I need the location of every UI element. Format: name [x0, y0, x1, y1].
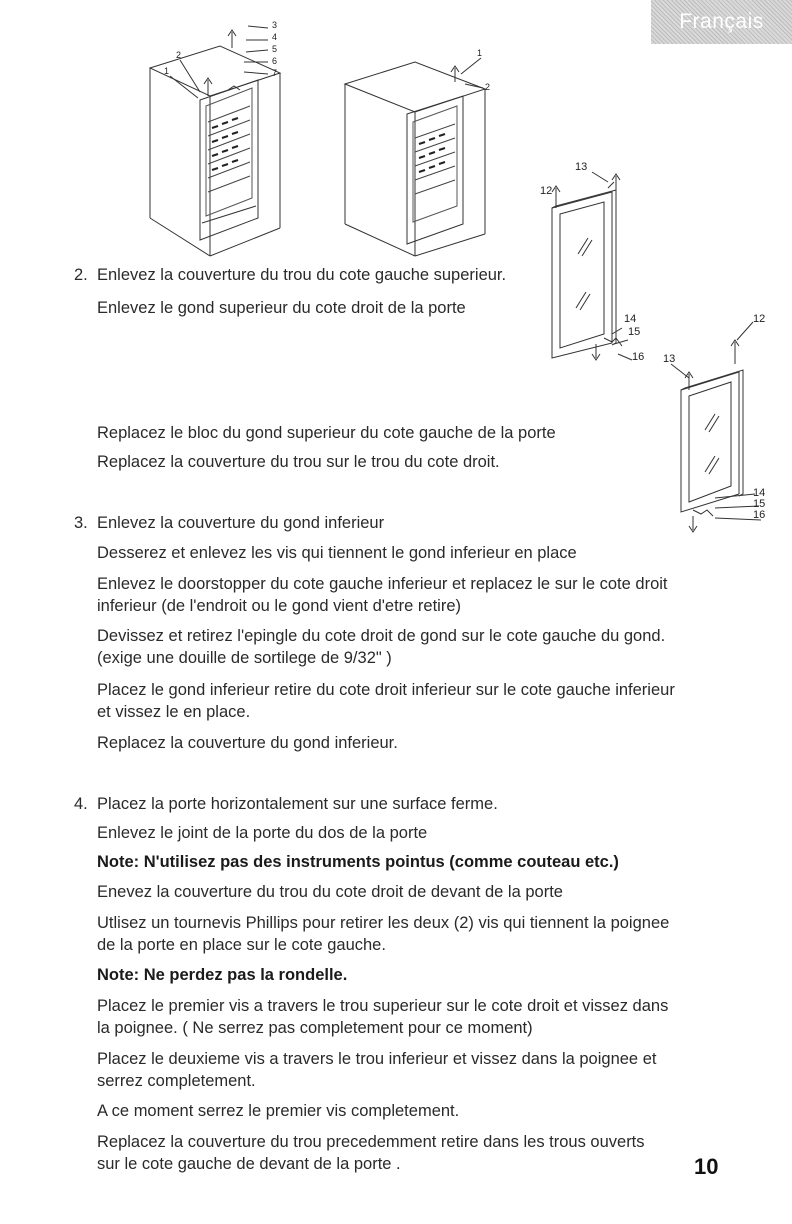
callout-2: 2	[485, 82, 491, 92]
callout-13: 13	[575, 161, 588, 173]
callout-1: 1	[477, 48, 483, 58]
step-3-line-5: Devissez et retirez l'epingle du cote droit de gond sur le cote gauche du gond.	[97, 627, 666, 645]
note-washer: Note: Ne perdez pas la rondelle.	[97, 966, 348, 984]
step-2-line-1: Enlevez la couverture du trou du cote gauche superieur.	[97, 266, 507, 284]
callout-4: 4	[272, 32, 278, 42]
step-4-line-6: Placez le premier vis a travers le trou superieur sur le cote droit et vissez dans	[97, 997, 669, 1015]
step-4-number: 4.	[74, 795, 88, 813]
language-tab: Français	[651, 0, 792, 44]
step-4-line-3: Enevez la couverture du trou du cote droit de devant de la porte	[97, 883, 563, 901]
callout-12: 12	[753, 313, 766, 325]
note-sharp-instruments: Note: N'utilisez pas des instruments pointus (comme couteau etc.)	[97, 853, 619, 871]
callout-12: 12	[540, 185, 553, 197]
step-3-line-7: Placez le gond inferieur retire du cote droit inferieur sur le cote gauche inferieur	[97, 681, 675, 699]
step-4-line-12: sur le cote gauche de devant de la porte .	[97, 1155, 401, 1173]
step-2-number: 2.	[74, 266, 88, 284]
step-3-line-6: (exige une douille de sortilege de 9/32" )	[97, 649, 392, 667]
step-4-line-1: Placez la porte horizontalement sur une surface ferme.	[97, 795, 498, 813]
step-4-line-4: Utlisez un tournevis Phillips pour retirer les deux (2) vis qui tiennent la poignee	[97, 914, 670, 932]
page-number: 10	[694, 1154, 719, 1179]
callout-6: 6	[272, 56, 278, 66]
step-3-line-2: Desserez et enlevez les vis qui tiennent le gond inferieur en place	[97, 544, 577, 562]
step-3-line-8: et vissez le en place.	[97, 703, 251, 721]
fridge-right-illustration	[335, 44, 505, 259]
step-4-line-2: Enlevez le joint de la porte du dos de la porte	[97, 824, 428, 842]
step-4-line-9: serrez completement.	[97, 1072, 256, 1090]
step-4-line-8: Placez le deuxieme vis a travers le trou inferieur et vissez dans la poignee et	[97, 1050, 657, 1068]
callout-15: 15	[753, 498, 766, 510]
callout-14: 14	[624, 313, 637, 325]
callout-14: 14	[753, 487, 766, 499]
callout-16: 16	[753, 509, 766, 521]
step-4-line-5: de la porte en place sur le cote gauche.	[97, 936, 386, 954]
callout-2: 2	[176, 50, 182, 60]
step-2-line-4: Replacez la couverture du trou sur le trou du cote droit.	[97, 453, 500, 471]
step-3-line-9: Replacez la couverture du gond inferieur.	[97, 734, 398, 752]
callout-3: 3	[272, 20, 278, 30]
callout-7: 7	[272, 68, 278, 78]
callout-1: 1	[164, 66, 170, 76]
fridge-left-illustration	[140, 18, 290, 258]
step-2-line-3: Replacez le bloc du gond superieur du cote gauche de la porte	[97, 424, 556, 442]
step-4-line-11: Replacez la couverture du trou precedemment retire dans les trous ouverts	[97, 1133, 645, 1151]
step-4-line-7: la poignee. ( Ne serrez pas completement pour ce moment)	[97, 1019, 533, 1037]
door-upper-illustration	[530, 158, 660, 373]
callout-16: 16	[632, 351, 645, 363]
step-2-line-2: Enlevez le gond superieur du cote droit de la porte	[97, 299, 466, 317]
step-3-line-1: Enlevez la couverture du gond inferieur	[97, 514, 385, 532]
step-3-line-4: inferieur (de l'endroit ou le gond vient d'etre retire)	[97, 597, 461, 615]
callout-13: 13	[663, 353, 676, 365]
step-4-line-10: A ce moment serrez le premier vis completement.	[97, 1102, 460, 1120]
step-3-number: 3.	[74, 514, 88, 532]
callout-5: 5	[272, 44, 278, 54]
callout-15: 15	[628, 326, 641, 338]
door-lower-illustration	[655, 312, 792, 544]
step-3-line-3: Enlevez le doorstopper du cote gauche inferieur et replacez le sur le cote droit	[97, 575, 668, 593]
